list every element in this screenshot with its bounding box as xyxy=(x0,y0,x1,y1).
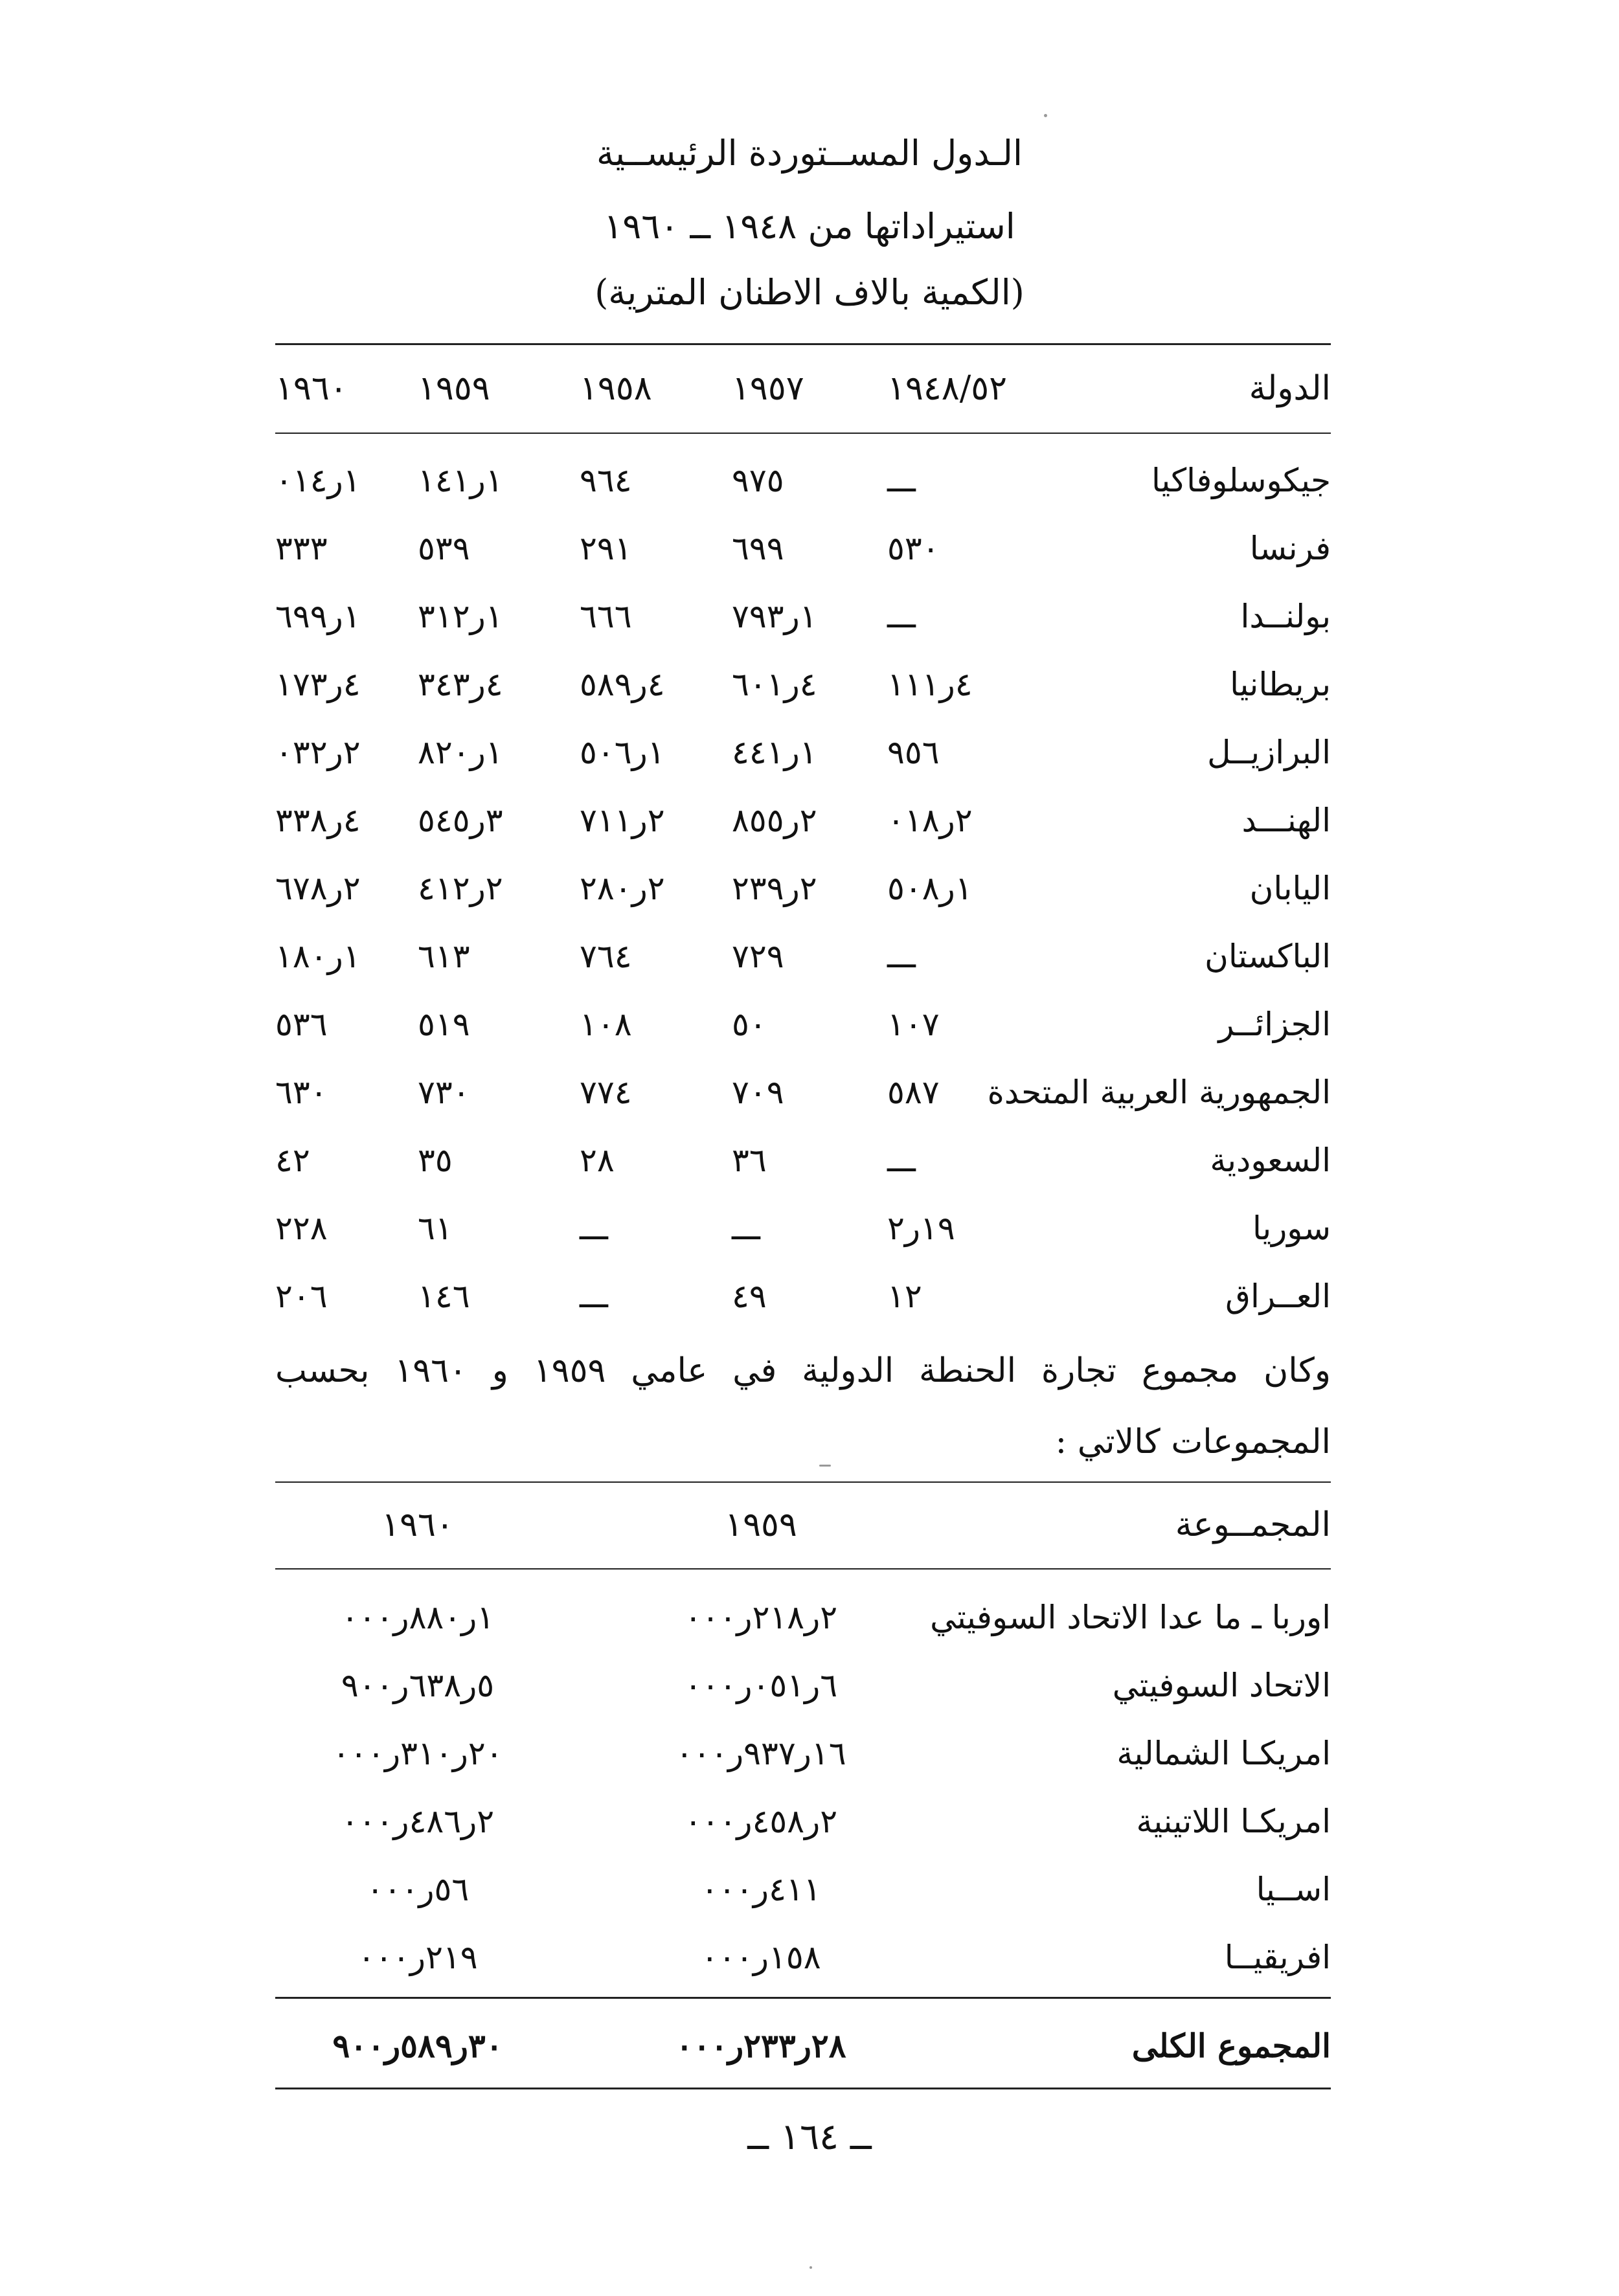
cell-1958: ٢ر٧١١ xyxy=(580,802,665,839)
cell-1960: ٤٢ xyxy=(275,1142,310,1179)
title-main: الـدول المســتوردة الرئيســية xyxy=(596,133,1023,174)
cell-group: اوربا ـ ما عدا الاتحاد السوفيتي xyxy=(930,1599,1331,1636)
cell-1959: ٢ر٤٥٨ر٠٠٠ xyxy=(684,1803,838,1840)
table-row xyxy=(275,1857,1331,1922)
cell-1960: ٢١٩ر٠٠٠ xyxy=(357,1939,478,1976)
cell-1948-52: ٥٣٠ xyxy=(887,530,940,567)
table-row xyxy=(275,1264,1331,1329)
cell-1957: ٣٦ xyxy=(732,1142,767,1179)
cell-1948-52: ـــ xyxy=(887,462,916,499)
cell-1957: ٤٩ xyxy=(732,1277,767,1315)
cell-1959: ١٥٨ر٠٠٠ xyxy=(701,1939,821,1976)
cell-1960: ١ر٠١٤ xyxy=(275,462,361,499)
cell-1959: ١ر٨٢٠ xyxy=(418,734,503,771)
cell-1957: ٢ر٨٥٥ xyxy=(732,802,817,839)
scan-speck xyxy=(1044,114,1047,117)
header-1960: ١٩٦٠ xyxy=(381,1505,454,1544)
header-1948-52: ١٩٤٨/٥٢ xyxy=(887,369,1008,408)
total-1959: ٢٨ر٢٣٣ر٠٠٠ xyxy=(675,2027,846,2065)
cell-1959: ١٤٦ xyxy=(418,1277,470,1315)
cell-1958: ١٠٨ xyxy=(580,1006,632,1043)
cell-1959: ٥٣٩ xyxy=(418,530,470,567)
cell-country: العــراق xyxy=(1225,1277,1331,1315)
cell-group: امريكـا الشمالية xyxy=(1116,1735,1331,1772)
table-row xyxy=(275,788,1331,853)
cell-1959: ٣ر٥٤٥ xyxy=(418,802,503,839)
cell-1960: ١ر٦٩٩ xyxy=(275,598,361,635)
table-row xyxy=(275,1789,1331,1854)
cell-1960: ٥٣٦ xyxy=(275,1006,328,1043)
groups-table-header xyxy=(275,1492,1331,1557)
total-bottom-rule xyxy=(275,2088,1331,2089)
header-group: المجمــوعة xyxy=(1175,1505,1331,1544)
cell-1948-52: ١٩ر٢ xyxy=(887,1210,955,1247)
cell-1957: ـــ xyxy=(732,1210,760,1247)
header-bottom-rule xyxy=(275,433,1331,434)
cell-country: اليابان xyxy=(1249,870,1331,907)
cell-1959: ١٦ر٩٣٧ر٠٠٠ xyxy=(675,1735,846,1772)
total-row xyxy=(275,2014,1331,2078)
cell-1960: ٢ر٤٨٦ر٠٠٠ xyxy=(341,1803,495,1840)
cell-1960: ٦٣٠ xyxy=(275,1074,328,1111)
cell-1960: ٢٢٨ xyxy=(275,1210,328,1247)
cell-country: فرنسا xyxy=(1249,530,1331,567)
cell-1959: ٤ر٣٤٣ xyxy=(418,666,503,703)
header-1957: ١٩٥٧ xyxy=(732,369,804,408)
cell-1957: ٢ر٢٣٩ xyxy=(732,870,817,907)
cell-1960: ٤ر١٧٣ xyxy=(275,666,361,703)
cell-country: بولنــدا xyxy=(1240,598,1331,635)
cell-country: بريطانيا xyxy=(1230,666,1331,703)
cell-1958: ٧٧٤ xyxy=(580,1074,632,1111)
header-country: الدولة xyxy=(1249,369,1331,408)
cell-1958: ٢٨ xyxy=(580,1142,615,1179)
scan-speck xyxy=(809,2266,812,2269)
cell-1958: ١ر٥٠٦ xyxy=(580,734,665,771)
table-row xyxy=(275,856,1331,921)
title-subtitle: استيراداتها من ١٩٤٨ ــ ١٩٦٠ xyxy=(604,206,1015,247)
cell-1958: ـــ xyxy=(580,1210,608,1247)
header-1959: ١٩٥٩ xyxy=(725,1505,797,1544)
cell-1959: ٢ر٤١٢ xyxy=(418,870,503,907)
table-row xyxy=(275,1196,1331,1261)
cell-1957: ٤ر٦٠١ xyxy=(732,666,817,703)
cell-1960: ٤ر٣٣٨ xyxy=(275,802,361,839)
cell-1960: ٢ر٠٣٢ xyxy=(275,734,361,771)
page-number: ــ ١٦٤ ــ xyxy=(747,2116,872,2158)
cell-country: سوريا xyxy=(1252,1210,1331,1247)
cell-1948-52: ٩٥٦ xyxy=(887,734,940,771)
cell-1958: ٧٦٤ xyxy=(580,938,632,975)
summary-paragraph: وكان مجموع تجارة الحنطة الدولية في عامي ١٩٥٩ و ١٩٦٠ بحسب المجموعات كالاتي : xyxy=(275,1351,1331,1461)
cell-1948-52: ٤ر١١١ xyxy=(887,666,973,703)
cell-1957: ١ر٧٩٣ xyxy=(732,598,817,635)
cell-1959: ١ر٣١٢ xyxy=(418,598,503,635)
cell-1948-52: ١٠٧ xyxy=(887,1006,940,1043)
table-row xyxy=(275,1653,1331,1718)
total-1960: ٣٠ر٥٨٩ر٩٠٠ xyxy=(332,2027,503,2065)
cell-1959: ٥١٩ xyxy=(418,1006,470,1043)
cell-1959: ٦١٣ xyxy=(418,938,470,975)
groups-header-rule xyxy=(275,1568,1331,1570)
cell-1959: ٢ر٢١٨ر٠٠٠ xyxy=(684,1599,838,1636)
cell-1960: ٥٦ر٠٠٠ xyxy=(366,1871,470,1908)
cell-1960: ١ر١٨٠ xyxy=(275,938,361,975)
table-row xyxy=(275,1128,1331,1193)
cell-country: الجزائــر xyxy=(1218,1006,1331,1043)
cell-1960: ٢٠٦ xyxy=(275,1277,328,1315)
total-label: المجموع الكلى xyxy=(1131,2027,1331,2065)
cell-1948-52: ـــ xyxy=(887,598,916,635)
cell-1959: ٤١١ر٠٠٠ xyxy=(701,1871,821,1908)
table-row xyxy=(275,584,1331,649)
cell-1959: ١ر١٤١ xyxy=(418,462,503,499)
cell-group: اســيا xyxy=(1256,1871,1331,1908)
header-1958: ١٩٥٨ xyxy=(580,369,652,408)
cell-country: جيكوسلوفاكيا xyxy=(1151,462,1331,499)
cell-1960: ١ر٨٨٠ر٠٠٠ xyxy=(341,1599,495,1636)
cell-country: البرازيــل xyxy=(1207,734,1331,771)
table-row xyxy=(275,720,1331,785)
cell-1960: ٥ر٦٣٨ر٩٠٠ xyxy=(341,1667,495,1704)
cell-1959: ٧٣٠ xyxy=(418,1074,470,1111)
cell-1958: ـــ xyxy=(580,1277,608,1315)
cell-1948-52: ٥٨٧ xyxy=(887,1074,940,1111)
cell-1958: ٤ر٥٨٩ xyxy=(580,666,665,703)
cell-country: الهنـــد xyxy=(1241,802,1331,839)
table-top-rule xyxy=(275,343,1331,345)
cell-1959: ٦١ xyxy=(418,1210,453,1247)
table-row xyxy=(275,652,1331,717)
cell-1948-52: ـــ xyxy=(887,938,916,975)
cell-1958: ٢٩١ xyxy=(580,530,632,567)
header-1960: ١٩٦٠ xyxy=(275,369,348,408)
table-row xyxy=(275,1721,1331,1786)
table-row xyxy=(275,1585,1331,1650)
cell-1957: ١ر٤٤١ xyxy=(732,734,817,771)
cell-1959: ٣٥ xyxy=(418,1142,453,1179)
table-row xyxy=(275,448,1331,513)
table-row xyxy=(275,992,1331,1057)
title-units: (الكمية بالاف الاطنان المترية) xyxy=(594,272,1025,313)
cell-1960: ٢ر٦٧٨ xyxy=(275,870,361,907)
cell-1957: ٩٧٥ xyxy=(732,462,784,499)
cell-1958: ٢ر٢٨٠ xyxy=(580,870,665,907)
table-row xyxy=(275,1925,1331,1990)
cell-1960: ٢٠ر٣١٠ر٠٠٠ xyxy=(332,1735,503,1772)
table-row xyxy=(275,924,1331,989)
cell-group: الاتحاد السوفيتي xyxy=(1112,1667,1331,1704)
cell-1948-52: ٢ر٠١٨ xyxy=(887,802,973,839)
cell-1960: ٣٣٣ xyxy=(275,530,328,567)
cell-country: الباكستان xyxy=(1205,938,1331,975)
cell-country: السعودية xyxy=(1210,1142,1331,1179)
cell-1958: ٦٦٦ xyxy=(580,598,632,635)
cell-1948-52: ـــ xyxy=(887,1142,916,1179)
groups-top-rule xyxy=(275,1481,1331,1483)
cell-1959: ٦ر٠٥١ر٠٠٠ xyxy=(684,1667,838,1704)
cell-group: امريكـا اللاتينية xyxy=(1136,1803,1331,1840)
imports-table-header xyxy=(275,356,1331,421)
cell-group: افريقيــا xyxy=(1224,1939,1331,1976)
cell-1957: ٥٠ xyxy=(732,1006,767,1043)
table-row xyxy=(275,1060,1331,1125)
scan-speck xyxy=(819,1465,831,1467)
cell-1948-52: ١٢ xyxy=(887,1277,922,1315)
cell-country: الجمهورية العربية المتحدة xyxy=(987,1074,1331,1111)
cell-1958: ٩٦٤ xyxy=(580,462,632,499)
cell-1957: ٧٢٩ xyxy=(732,938,784,975)
cell-1957: ٦٩٩ xyxy=(732,530,784,567)
table-row xyxy=(275,516,1331,581)
cell-1948-52: ١ر٥٠٨ xyxy=(887,870,973,907)
cell-1957: ٧٠٩ xyxy=(732,1074,784,1111)
total-top-rule xyxy=(275,1997,1331,1999)
header-1959: ١٩٥٩ xyxy=(418,369,490,408)
